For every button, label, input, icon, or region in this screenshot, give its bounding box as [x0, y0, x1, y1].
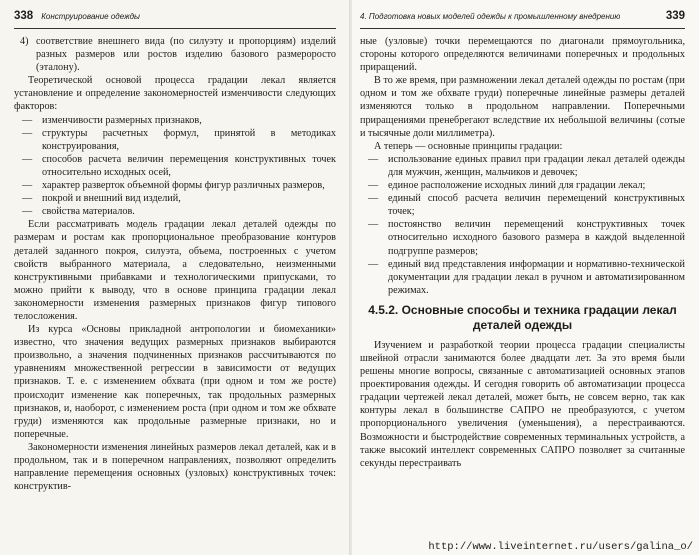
list-dash: —	[22, 153, 33, 165]
list-item	[14, 205, 336, 218]
left-running-title: Конструирование одежды	[41, 12, 140, 21]
list-dash: —	[22, 193, 33, 205]
list-item	[14, 179, 336, 192]
list-item	[14, 127, 336, 153]
list-dash: —	[368, 180, 379, 192]
list-item	[360, 192, 685, 218]
list-item-text: единый способ расчета величин перемещений конструктивных точек;	[388, 193, 685, 218]
list-item	[360, 258, 685, 297]
list-item-text: изменчивости размерных признаков,	[42, 114, 202, 126]
paragraph: А теперь — основные принципы градации:	[374, 140, 563, 152]
list-item-text: покрой и внешний вид изделий,	[42, 193, 181, 205]
paragraph: Если рассматривать модель градации лекал деталей одежды по размерам и ростам как пропорциональное преобразование контуров деталей заданного покроя, силуэта, объема, построенных с учетом свойств выбранного материала, а следовательно, неизменными конструктивными прибавками и технологическими припусками, то можно прийти к выводу, что в основе принципа градации лекал закономерности изменения размерных признаков фигур типового телосложения.	[14, 219, 336, 322]
list-dash: —	[22, 180, 33, 192]
list-dash: —	[22, 114, 33, 126]
list-item-text: постоянство величин перемещений конструктивных точек относительно исходного базового размера в каждой выделенной подгруппе размеров;	[388, 219, 685, 257]
right-page-body-top	[360, 35, 685, 297]
numbered-item-text: соответствие внешнего вида (по силуэту и пропорциям) изделий разных размеров или ростов изделию базового размероросто (эталону).	[36, 36, 336, 74]
paragraph: ные (узловые) точки перемещаются по диагонали прямоугольника, стороны которого определяются величинами поперечных и продольных приращений.	[360, 36, 685, 74]
list-item	[14, 114, 336, 127]
list-dash: —	[22, 127, 33, 139]
list-item-text: структуры расчетных формул, принятой в методиках конструирования,	[42, 127, 336, 152]
left-running-head	[14, 10, 336, 29]
right-page	[352, 0, 699, 555]
list-dash: —	[368, 219, 379, 231]
list-item	[360, 218, 685, 257]
list-dash: —	[368, 153, 379, 165]
paragraph: В то же время, при размножении лекал деталей одежды по ростам (при одном и том же обхвате груди) поперечные линейные размеры деталей изменяются только в продольном направлении. Поперечными приращениями пренебрегают вследствие их небольшой величины (сотые и тысячные доли миллиметра).	[360, 75, 685, 139]
list-item-text: единое расположение исходных линий для градации лекал;	[388, 180, 646, 192]
list-dash: —	[22, 206, 33, 218]
list-item-text: использование единых правил при градации лекал деталей одежды для мужчин, женщин, мальчиков и девочек;	[388, 153, 685, 178]
paragraph: Изучением и разработкой теории процесса градации специалисты швейной отрасли занимаются более двадцати лет. За это время были решены многие вопросы, связанные с автоматизацией основных этапов проектирования одежды. И сегодня говорить об автоматизации процесса градации чертежей лекал деталей, может быть, не совсем верно, так как контуры лекал в большинстве САПРО не преобразуются, с учетом пропорционального увеличения (уменьшения), а перестраиваются. Возможности и быстродействие современных терминальных устройств, а также высокий интеллект современных САПРО позволяет за считанные секунды перестраивать	[360, 339, 685, 469]
item-number: 4)	[20, 36, 29, 47]
paragraph: Закономерности изменения линейных размеров лекал деталей, как и в продольном, так и в поперечном направлениях, позволяют определить направление перемещения основных (узловых) конструктивных точек: конструктив-	[14, 441, 336, 493]
section-heading: 4.5.2. Основные способы и техника градации лекал деталей одежды	[368, 302, 677, 332]
paragraph: Из курса «Основы прикладной антропологии и биомеханики» известно, что значения ведущих размерных признаков выбираются произвольно, а значения подчиненных признаков рассчитываются по уравнениям множественной регрессии в зависимости от ведущих признаков. Т. е. с изменением обхвата (при одном и том же росте) происходит изменение как поперечных, так продольных размерных признаков, и, наоборот, с изменением роста (при одном и том же обхвате груди) изменяются как продольные размерные признаки, но и поперечные.	[14, 324, 336, 440]
list-item-text: свойства материалов.	[42, 206, 135, 218]
list-item-text: характер разверток объемной формы фигур различных размеров,	[42, 180, 325, 192]
right-page-number: 339	[665, 10, 685, 22]
paragraph: Теоретической основой процесса градации лекал является установление и определение закономерностей изменчивости следующих факторов:	[14, 75, 336, 113]
source-url[interactable]: http://www.liveinternet.ru/users/galina_o/	[428, 541, 693, 553]
list-item-text: единый вид представления информации и нормативно-технической документации для градации лекал в ручном и автоматизированном режимах.	[388, 258, 685, 296]
list-dash: —	[368, 193, 379, 205]
numbered-item	[14, 35, 336, 74]
list-item	[14, 192, 336, 205]
right-page-body-bottom	[360, 339, 685, 470]
list-dash: —	[368, 258, 379, 270]
list-item	[360, 153, 685, 179]
list-item	[14, 153, 336, 179]
list-item	[360, 179, 685, 192]
list-item-text: способов расчета величин перемещения конструктивных точек относительно исходных осей,	[42, 153, 336, 178]
right-running-head	[360, 10, 685, 29]
left-page-number: 338	[14, 10, 34, 22]
right-running-title: 4. Подготовка новых моделей одежды к промышленному внедрению	[360, 12, 621, 21]
left-page-body	[14, 35, 336, 493]
